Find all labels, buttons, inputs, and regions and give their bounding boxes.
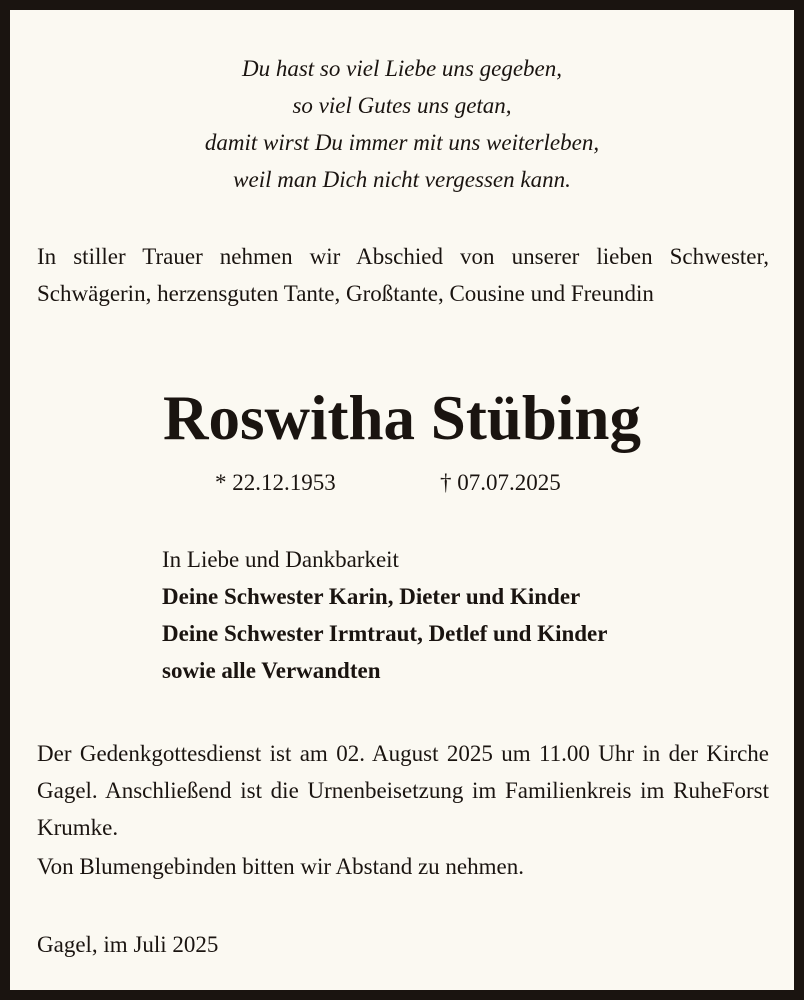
birth-date: * 22.12.1953 [215, 470, 336, 495]
mourner-line: sowie alle Verwandten [162, 658, 381, 683]
mourners-intro: In Liebe und Dankbarkeit [162, 547, 399, 572]
poem-line: weil man Dich nicht vergessen kann. [233, 167, 571, 192]
intro-text: In stiller Trauer nehmen wir Abschied von unserer lieben Schwester, Schwägerin, herzensguten Tante, Großtante, Cousine und Freundin [37, 244, 769, 306]
mourners-block [162, 541, 607, 689]
mourner-line: Deine Schwester Karin, Dieter und Kinder [162, 584, 581, 609]
poem-line: Du hast so viel Liebe uns gegeben, [241, 56, 563, 81]
poem-line: damit wirst Du immer mit uns weiterleben, [204, 130, 600, 155]
deceased-name: Roswitha Stübing [163, 383, 641, 453]
poem [10, 50, 794, 198]
flowers-note: Von Blumengebinden bitten wir Abstand zu nehmen. [37, 854, 524, 879]
place-and-date: Gagel, im Juli 2025 [37, 932, 219, 957]
death-date: † 07.07.2025 [440, 470, 561, 495]
service-notice: Der Gedenkgottesdienst ist am 02. August 2025 um 11.00 Uhr in der Kirche Gagel. Anschließend ist die Urnenbeisetzung im Familienkreis im RuheForst Krumke. [37, 741, 769, 840]
poem-line: so viel Gutes uns getan, [292, 93, 512, 118]
mourner-line: Deine Schwester Irmtraut, Detlef und Kinder [162, 621, 608, 646]
